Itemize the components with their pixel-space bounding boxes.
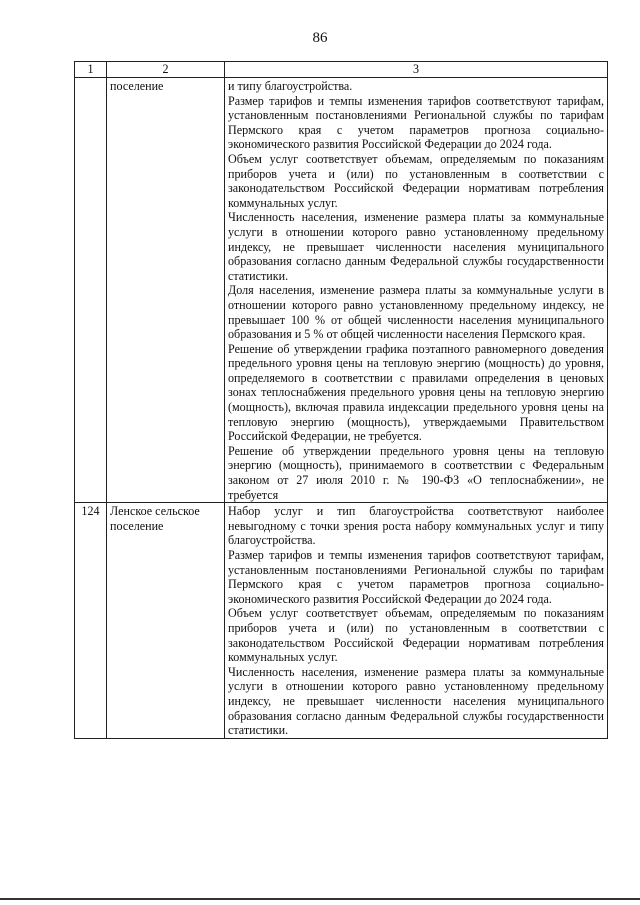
- paragraph: Численность населения, изменение размера платы за коммунальные услуги в отношении которого равно установленному предельному индексу, не превышает численности населения муниципального образования согласно данным Федеральной службы государственности статистики.: [228, 210, 604, 283]
- paragraph: Набор услуг и тип благоустройства соответствуют наиболее невыгодному с точки зрения роста набору коммунальных услуг и типу благоустройства.: [228, 504, 604, 548]
- table-row: [75, 503, 608, 739]
- paragraph: Размер тарифов и темпы изменения тарифов соответствуют тарифам, установленным постановлениями Региональной службы по тарифам Пермского края с учетом параметров прогноза социально-экономического развития Российской Федерации до 2024 года.: [228, 548, 604, 606]
- paragraph: и типу благоустройства.: [228, 79, 353, 93]
- paragraph: Размер тарифов и темпы изменения тарифов соответствуют тарифам, установленным постановлениями Региональной службы по тарифам Пермского края с учетом параметров прогноза социально-экономического развития Российской Федерации до 2024 года.: [228, 93, 604, 152]
- scan-edge-line: [0, 898, 640, 900]
- table-row: [75, 78, 608, 503]
- row-description: [225, 78, 608, 503]
- paragraph: Объем услуг соответствует объемам, определяемым по показаниям приборов учета и (или) по установленным в соответствии с законодательством Российской Федерации нормативам потребления коммунальных услуг.: [228, 151, 604, 210]
- settlement-name: поселение: [107, 78, 225, 503]
- page-number: 86: [312, 30, 328, 46]
- column-header-2: 2: [107, 62, 225, 78]
- row-description: [225, 503, 608, 739]
- row-number: [75, 78, 107, 503]
- paragraph: Решение об утверждении графика поэтапного равномерного доведения предельного уровня цены на тепловую энергию (мощность) до уровня, определяемого в соответствии с правилами определения в ценовых зонах теплоснабжения предельного уровня цены на тепловую энергию (мощность), включая правила индексации предельного уровня цены на тепловую энергию (мощность), утверждаемыми Правительством Российской Федерации, не требуется.: [228, 341, 604, 444]
- paragraph: Доля населения, изменение размера платы за коммунальные услуги в отношении которого равно установленному предельному индексу, не превышает 100 % от общей численности населения муниципального образования и 5 % от общей численности населения Пермского края.: [228, 283, 604, 342]
- row-number: 124: [75, 503, 107, 739]
- column-header-3: 3: [225, 62, 608, 78]
- table-header-row: [75, 62, 608, 78]
- paragraph: Решение об утверждении предельного уровня цены на тепловую энергию (мощность), принимаемого в соответствии с Федеральным законом от 27 июля 2010 г. № 190-ФЗ «О теплоснабжении», не требуется: [228, 443, 604, 502]
- paragraph: Численность населения, изменение размера платы за коммунальные услуги в отношении которого равно установленному предельному индексу, не превышает численности населения муниципального образования согласно данным Федеральной службы государственности статистики.: [228, 664, 604, 738]
- tariff-table: [74, 61, 608, 739]
- settlement-name: Ленское сельское поселение: [107, 503, 225, 739]
- column-header-1: 1: [75, 62, 107, 78]
- paragraph: Объем услуг соответствует объемам, определяемым по показаниям приборов учета и (или) по установленным в соответствии с законодательством Российской Федерации нормативам потребления коммунальных услуг.: [228, 606, 604, 665]
